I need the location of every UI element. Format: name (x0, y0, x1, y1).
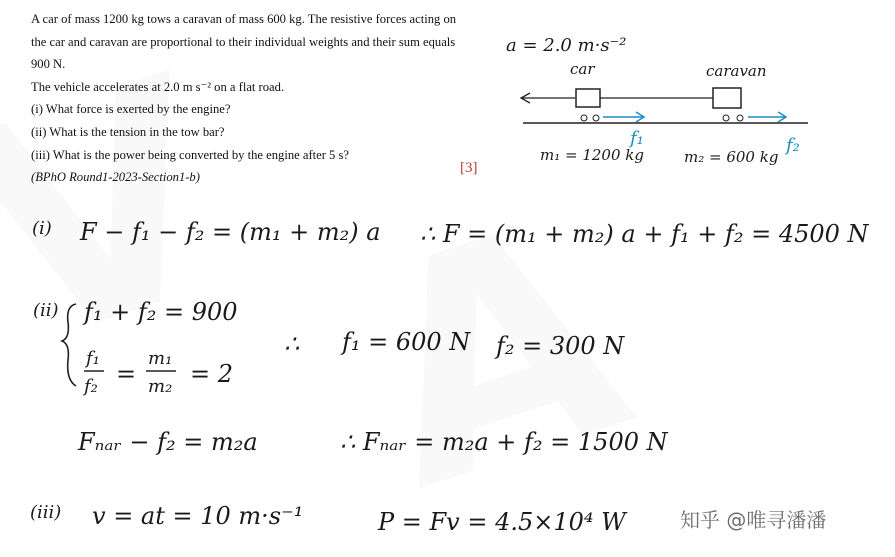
problem-line: 900 N. (31, 57, 66, 72)
accel-label: a = 2.0 m·s⁻² (506, 35, 627, 56)
problem-line: (i) What force is exerted by the engine? (31, 102, 231, 117)
part-i-eq2: ∴ F = (m₁ + m₂) a + f₁ + f₂ = 4500 N (420, 220, 869, 248)
part-ii-label: (ii) (33, 300, 59, 321)
f1-label: f₁ (630, 128, 644, 149)
equation-brace (62, 304, 76, 386)
fraction-numerator: f₁ (86, 348, 100, 369)
m1-label: m₁ = 1200 kg (540, 146, 644, 164)
wheel (581, 115, 587, 121)
ratio-value: = 2 (190, 360, 234, 388)
wheel (737, 115, 743, 121)
part-ii-eq1: f₁ + f₂ = 900 (84, 298, 238, 326)
problem-line: the car and caravan are proportional to their individual weights and their sum equals (31, 34, 456, 49)
problem-line: (ii) What is the tension in the tow bar? (31, 124, 225, 139)
car-label: car (570, 60, 595, 78)
wheel (723, 115, 729, 121)
part-ii-bar1: Fₙₐᵣ − f₂ = m₂a (78, 428, 258, 456)
car-box (576, 89, 600, 107)
zhihu-watermark: 知乎 @唯寻潘潘 (680, 508, 827, 532)
problem-line: The vehicle accelerates at 2.0 m s⁻² on a flat road. (31, 79, 285, 94)
problem-source: (BPhO Round1-2023-Section1-b) (31, 170, 200, 185)
caravan-box (713, 88, 741, 108)
f2-label: f₂ (786, 135, 800, 156)
part-i-label: (i) (32, 218, 52, 239)
problem-line: (iii) What is the power being converted by the engine after 5 s? (31, 147, 349, 162)
fraction-denominator: f₂ (84, 376, 98, 397)
part-i-eq1: F − f₁ − f₂ = (m₁ + m₂) a (80, 218, 381, 246)
fraction-denominator: m₂ (148, 376, 173, 397)
fraction-numerator: m₁ (148, 348, 173, 369)
part-ii-f2: f₂ = 300 N (496, 332, 625, 360)
part-ii-bar2: ∴ Fₙₐᵣ = m₂a + f₂ = 1500 N (340, 428, 668, 456)
part-iii-label: (iii) (30, 502, 62, 523)
equals-sign: = (116, 360, 137, 388)
problem-line: A car of mass 1200 kg tows a caravan of mass 600 kg. The resistive forces acting on (31, 12, 457, 26)
part-ii-f1: f₁ = 600 N (342, 328, 471, 356)
therefore-symbol: ∴ (284, 330, 300, 358)
part-iii-eq1: v = at = 10 m·s⁻¹ (92, 502, 304, 530)
marks-badge: [3] (460, 160, 478, 176)
m2-label: m₂ = 600 kg (684, 148, 779, 166)
wheel (593, 115, 599, 121)
caravan-label: caravan (706, 62, 767, 80)
part-iii-eq2: P = Fv = 4.5×10⁴ W (378, 508, 626, 536)
